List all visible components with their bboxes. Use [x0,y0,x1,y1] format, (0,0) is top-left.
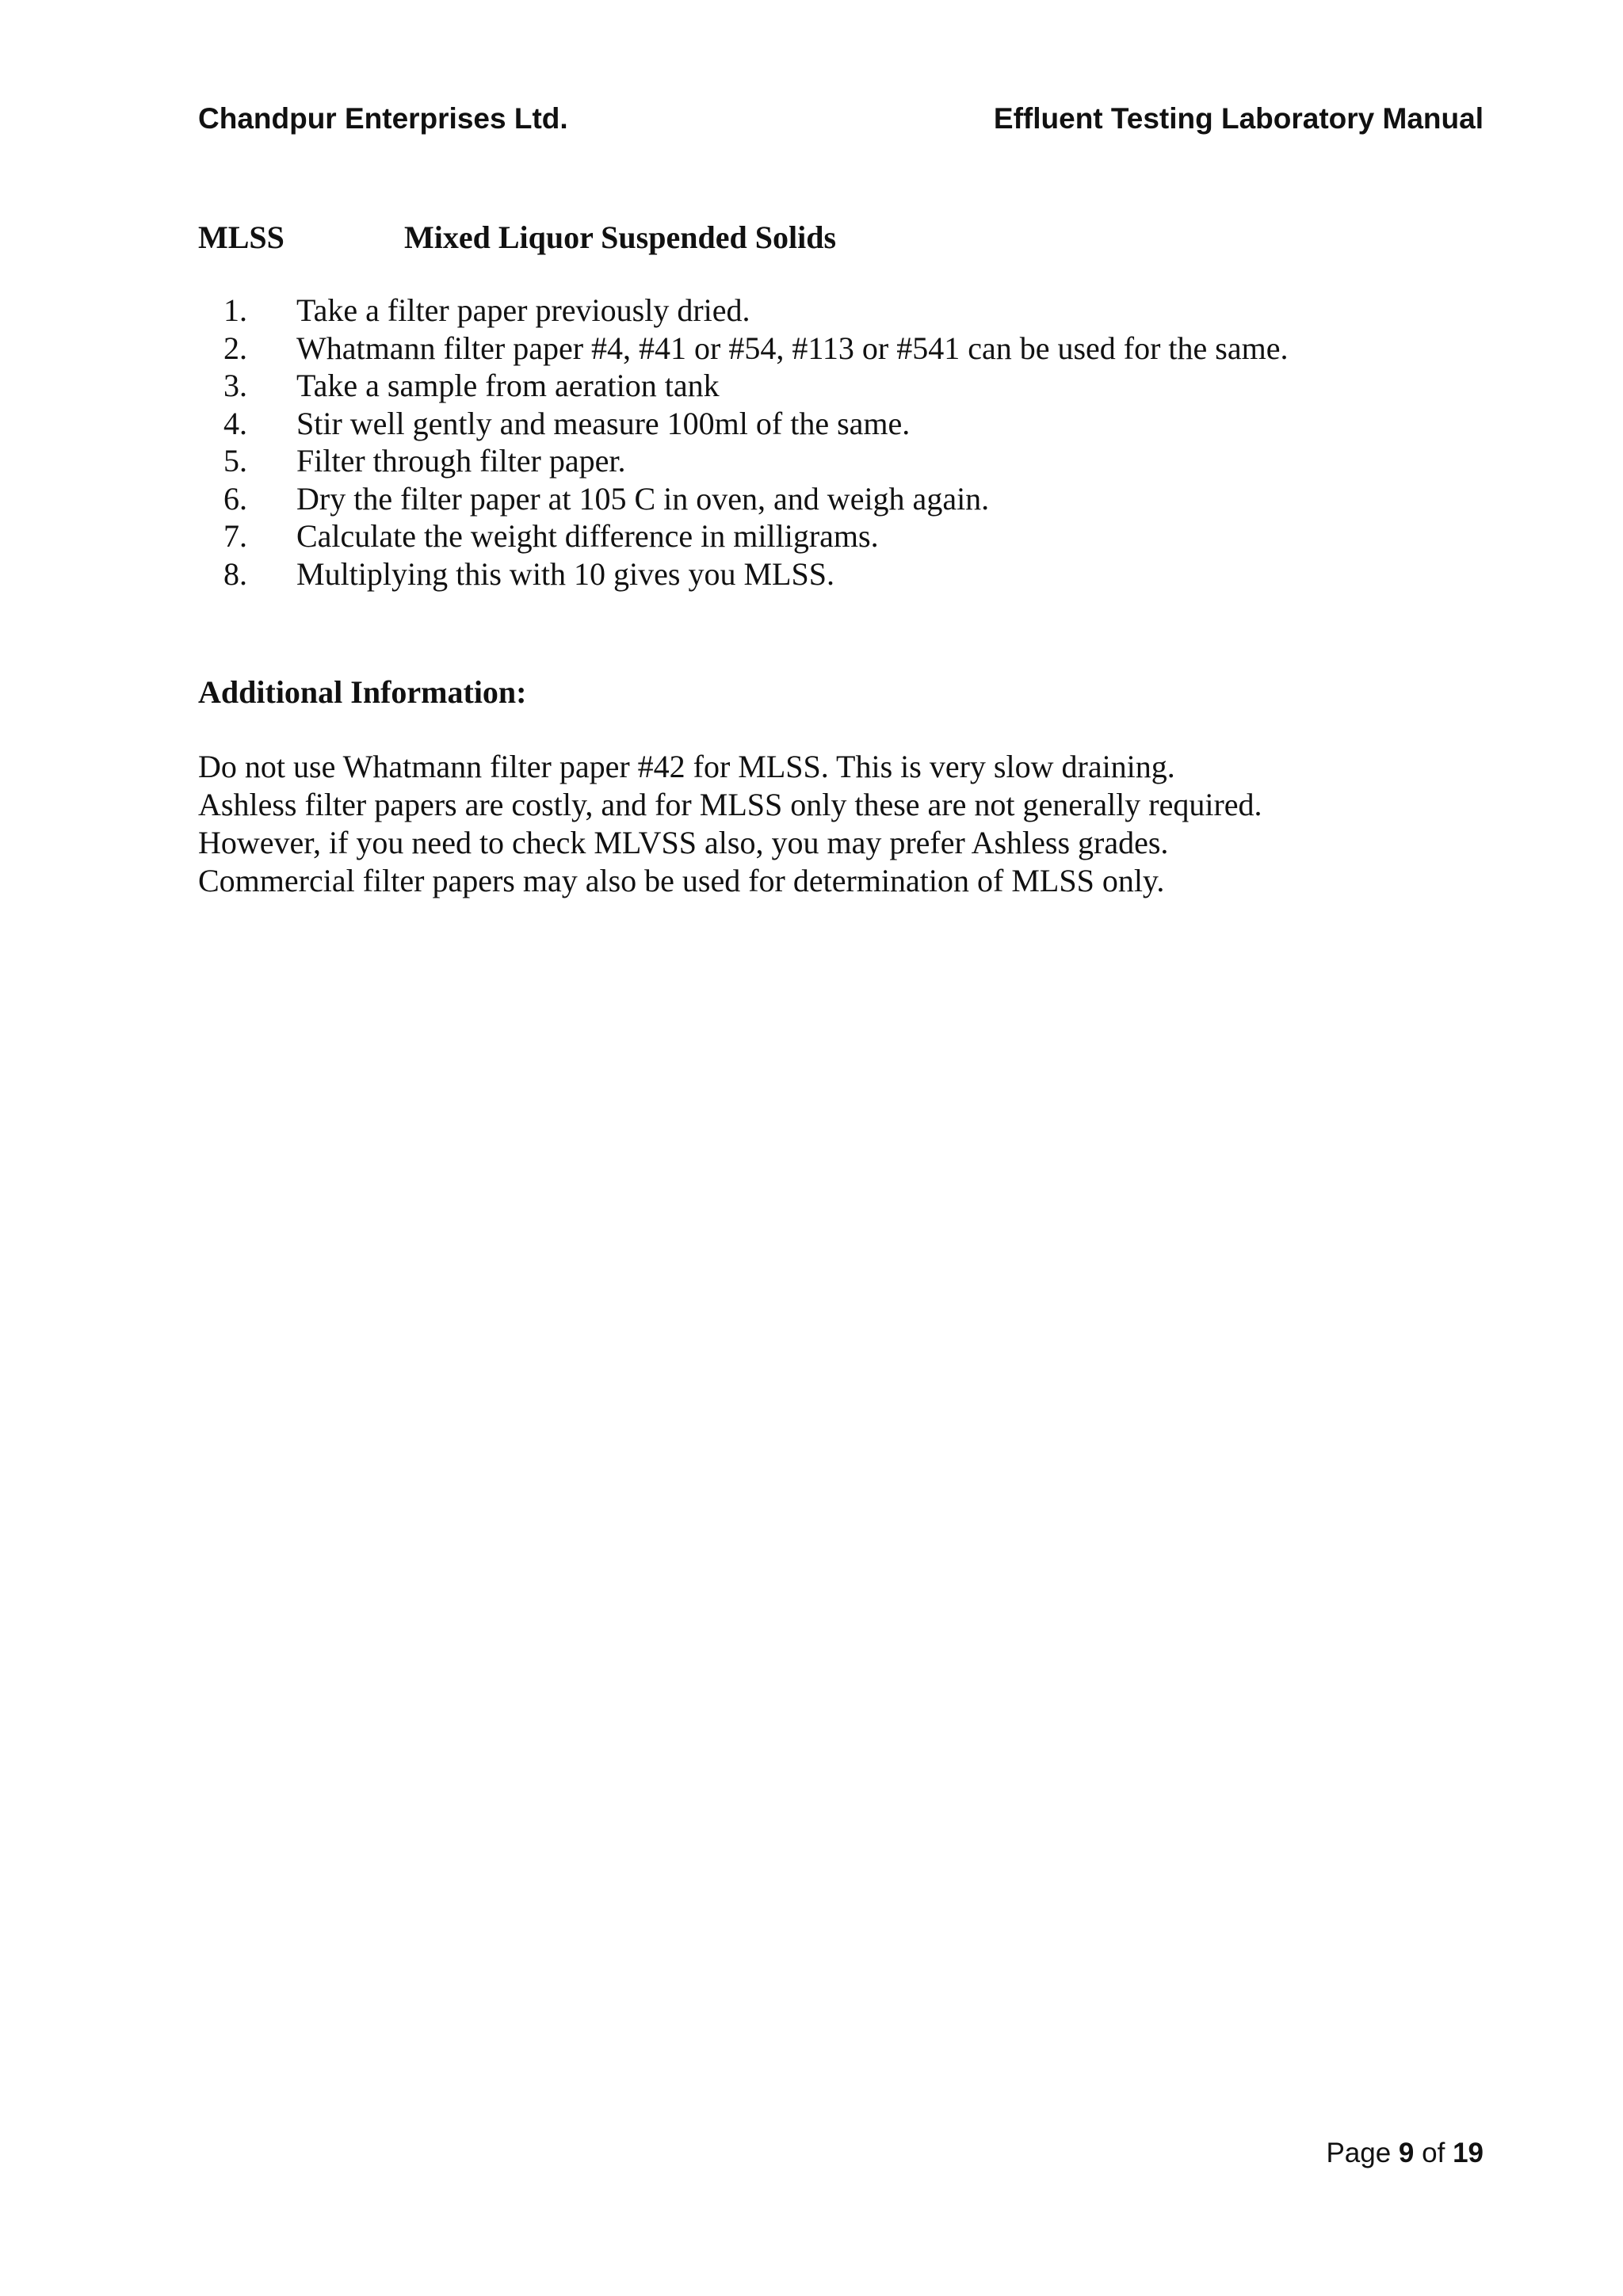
step-text: Calculate the weight difference in milligrams. [296,518,879,554]
step-number: 1. [223,292,247,328]
step-text: Stir well gently and measure 100ml of the same. [296,405,911,441]
list-item [198,480,1288,518]
page-header [198,100,1484,138]
step-number: 8. [223,555,247,592]
info-line: However, if you need to check MLVSS also, you may prefer Ashless grades. [198,825,1169,860]
step-number: 7. [223,518,247,554]
step-text: Dry the filter paper at 105 C in oven, and weigh again. [296,480,990,517]
manual-title: Effluent Testing Laboratory Manual [993,102,1484,135]
company-name: Chandpur Enterprises Ltd. [198,102,568,135]
step-number: 4. [223,405,247,441]
list-item [198,442,1288,480]
additional-info-body [198,748,1262,900]
info-line: Do not use Whatmann filter paper #42 for MLSS. This is very slow draining. [198,749,1175,784]
list-item [198,330,1288,368]
page-label: Page [1326,2138,1392,2168]
step-number: 6. [223,480,247,517]
step-number: 3. [223,368,247,403]
section-code: MLSS [198,219,285,255]
list-item [198,367,1288,405]
page-footer [1326,2136,1484,2171]
page-current: 9 [1398,2138,1415,2168]
additional-info-heading: Additional Information: [198,674,527,710]
info-line: Ashless filter papers are costly, and for MLSS only these are not generally required. [198,787,1262,822]
step-text: Whatmann filter paper #4, #41 or #54, #113 or #541 can be used for the same. [296,330,1289,366]
list-item [198,292,1288,330]
of-label: of [1422,2138,1445,2168]
page-total: 19 [1453,2138,1484,2168]
step-number: 2. [223,330,247,366]
step-number: 5. [223,443,247,479]
list-item [198,517,1288,555]
section-title: Mixed Liquor Suspended Solids [404,219,837,255]
step-text: Take a filter paper previously dried. [296,292,750,328]
procedure-steps-list [198,292,1288,593]
section-heading [198,217,836,258]
step-text: Filter through filter paper. [296,443,626,479]
list-item [198,555,1288,593]
info-line: Commercial filter papers may also be used for determination of MLSS only. [198,863,1165,898]
step-text: Take a sample from aeration tank [296,368,720,403]
step-text: Multiplying this with 10 gives you MLSS. [296,555,834,592]
list-item [198,405,1288,443]
